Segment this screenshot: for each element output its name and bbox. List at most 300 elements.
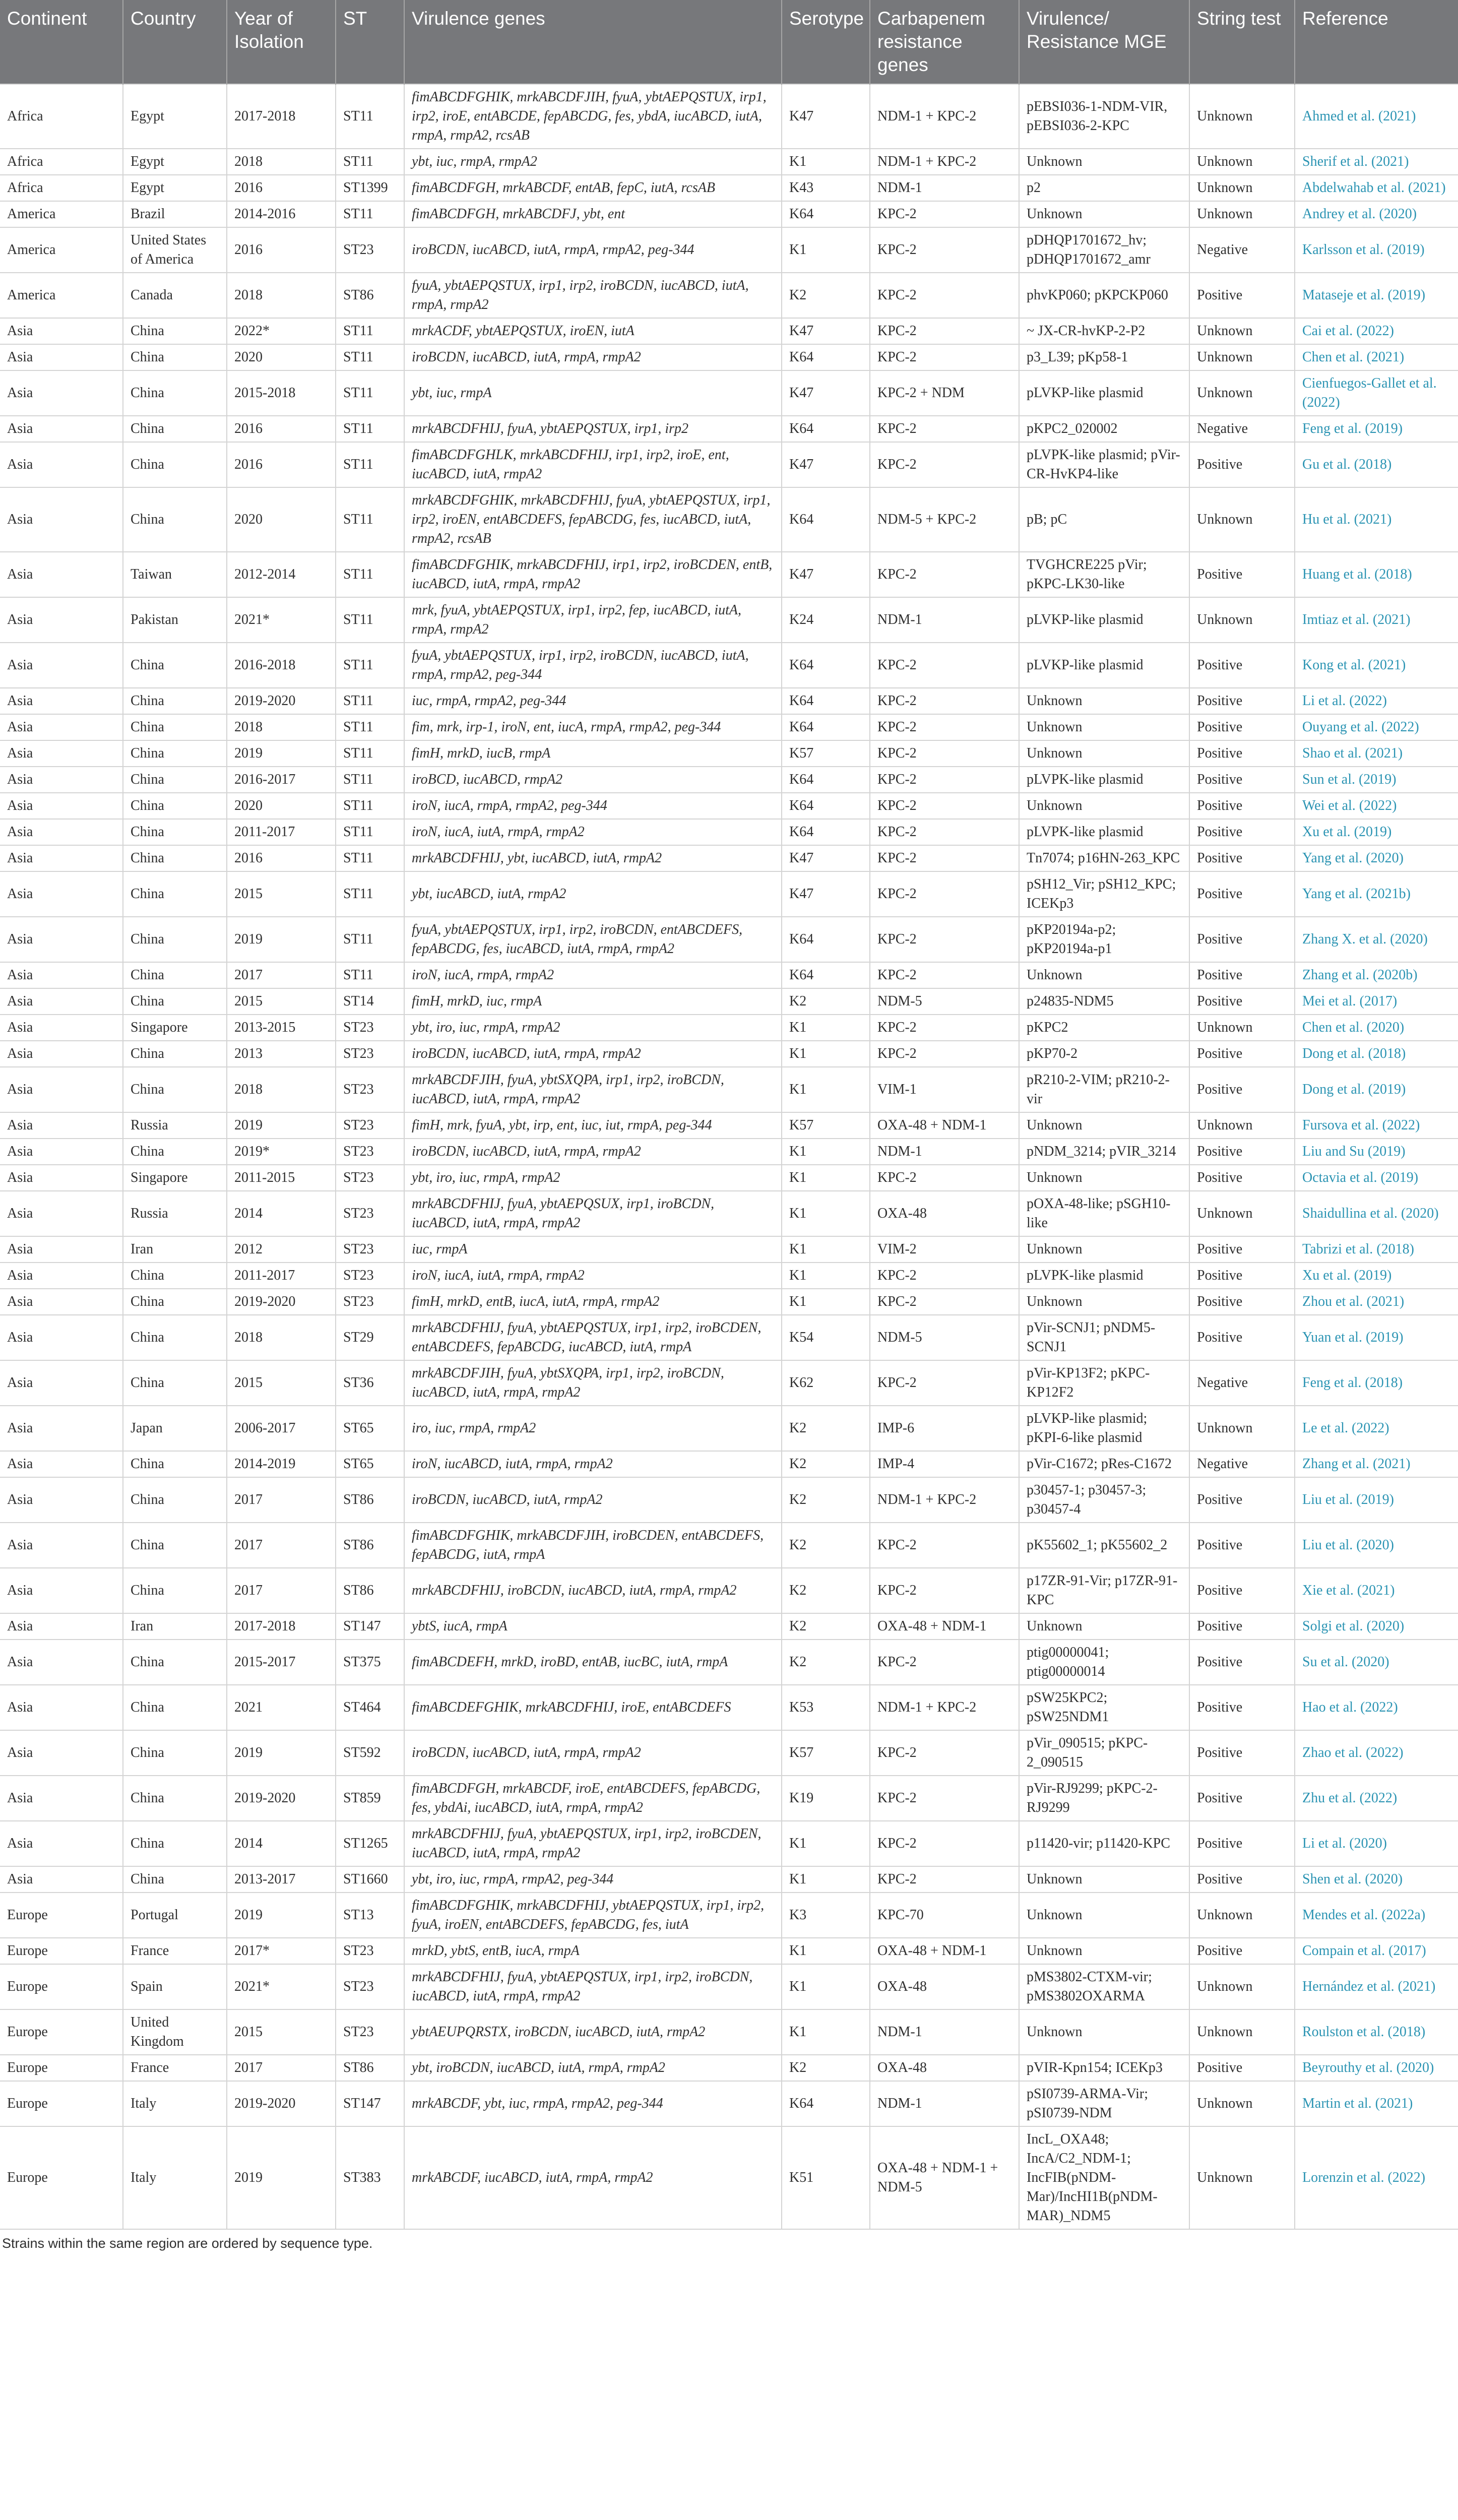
cell-year: 2014-2019: [227, 1451, 336, 1477]
cell-continent: Asia: [0, 1315, 123, 1360]
cell-virulence-genes: mrkABCDFHIJ, fyuA, ybtAEPQSUX, irp1, iroBCDN, iucABCD, iutA, rmpA, rmpA2: [404, 1191, 782, 1236]
cell-reference[interactable]: Liu and Su (2019): [1295, 1139, 1458, 1165]
cell-mge: pLVKP-like plasmid: [1019, 597, 1189, 643]
cell-year: 2017: [227, 1477, 336, 1523]
cell-continent: Asia: [0, 1067, 123, 1112]
cell-reference[interactable]: Mataseje et al. (2019): [1295, 273, 1458, 318]
cell-st: ST23: [336, 1938, 404, 1964]
cell-year: 2016: [227, 442, 336, 487]
cell-carbapenem-genes: KPC-2: [870, 1730, 1019, 1776]
cell-string-test: Unknown: [1189, 1893, 1295, 1938]
table-row: [0, 1640, 1458, 1685]
cell-virulence-genes: mrkD, ybtS, entB, iucA, rmpA: [404, 1938, 782, 1964]
cell-year: 2021*: [227, 597, 336, 643]
cell-reference[interactable]: Ouyang et al. (2022): [1295, 714, 1458, 740]
cell-serotype: K47: [782, 84, 870, 149]
cell-carbapenem-genes: NDM-1: [870, 2009, 1019, 2055]
cell-reference[interactable]: Yuan et al. (2019): [1295, 1315, 1458, 1360]
cell-reference[interactable]: Hao et al. (2022): [1295, 1685, 1458, 1730]
cell-year: 2017: [227, 1568, 336, 1613]
cell-serotype: K47: [782, 845, 870, 871]
cell-reference[interactable]: Andrey et al. (2020): [1295, 201, 1458, 227]
cell-reference[interactable]: Sun et al. (2019): [1295, 767, 1458, 793]
cell-reference[interactable]: Wei et al. (2022): [1295, 793, 1458, 819]
cell-serotype: K53: [782, 1685, 870, 1730]
cell-carbapenem-genes: KPC-2: [870, 871, 1019, 917]
cell-reference[interactable]: Zhao et al. (2022): [1295, 1730, 1458, 1776]
cell-string-test: Unknown: [1189, 1112, 1295, 1139]
cell-reference[interactable]: Xie et al. (2021): [1295, 1568, 1458, 1613]
table-row: [0, 845, 1458, 871]
cell-mge: pVIR-Kpn154; ICEKp3: [1019, 2055, 1189, 2081]
cell-st: ST23: [336, 1964, 404, 2009]
cell-continent: Asia: [0, 1730, 123, 1776]
table-row: [0, 149, 1458, 175]
cell-country: Singapore: [123, 1015, 227, 1041]
cell-virulence-genes: ybt, iro, iuc, rmpA, rmpA2, peg-344: [404, 1866, 782, 1893]
cell-year: 2018: [227, 1315, 336, 1360]
cell-mge: p24835-NDM5: [1019, 988, 1189, 1015]
cell-year: 2013-2017: [227, 1866, 336, 1893]
cell-carbapenem-genes: KPC-2: [870, 845, 1019, 871]
cell-carbapenem-genes: KPC-2: [870, 688, 1019, 714]
cell-string-test: Unknown: [1189, 1964, 1295, 2009]
cell-continent: America: [0, 273, 123, 318]
cell-virulence-genes: fimABCDFGHIK, mrkABCDFHIJ, irp1, irp2, iroBCDEN, entB, iucABCD, iutA, rmpA, rmpA2: [404, 552, 782, 597]
cell-st: ST11: [336, 845, 404, 871]
cell-year: 2020: [227, 344, 336, 370]
table-row: [0, 1866, 1458, 1893]
cell-serotype: K64: [782, 917, 870, 962]
cell-country: China: [123, 714, 227, 740]
cell-string-test: Positive: [1189, 962, 1295, 988]
cell-st: ST11: [336, 370, 404, 416]
cell-st: ST11: [336, 871, 404, 917]
cell-reference[interactable]: Lorenzin et al. (2022): [1295, 2126, 1458, 2229]
table-row: [0, 1360, 1458, 1406]
cell-country: China: [123, 1776, 227, 1821]
cell-continent: Asia: [0, 917, 123, 962]
cell-string-test: Positive: [1189, 767, 1295, 793]
cell-string-test: Positive: [1189, 845, 1295, 871]
cell-country: Taiwan: [123, 552, 227, 597]
cell-mge: Unknown: [1019, 1112, 1189, 1139]
header-serotype: Serotype: [782, 0, 870, 84]
cell-reference[interactable]: Su et al. (2020): [1295, 1640, 1458, 1685]
cell-mge: pMS3802-CTXM-vir; pMS3802OXARMA: [1019, 1964, 1189, 2009]
cell-reference[interactable]: Zhang et al. (2020b): [1295, 962, 1458, 988]
table-row: [0, 1613, 1458, 1640]
cell-country: China: [123, 740, 227, 767]
table-row: [0, 871, 1458, 917]
cell-serotype: K1: [782, 1866, 870, 1893]
cell-string-test: Negative: [1189, 1360, 1295, 1406]
cell-mge: pOXA-48-like; pSGH10-like: [1019, 1191, 1189, 1236]
cell-year: 2012-2014: [227, 552, 336, 597]
cell-mge: pDHQP1701672_hv; pDHQP1701672_amr: [1019, 227, 1189, 273]
table-row: [0, 1568, 1458, 1613]
cell-reference[interactable]: Fursova et al. (2022): [1295, 1112, 1458, 1139]
cell-reference[interactable]: Tabrizi et al. (2018): [1295, 1236, 1458, 1263]
table-row: [0, 344, 1458, 370]
cell-reference[interactable]: Cienfuegos-Gallet et al. (2022): [1295, 370, 1458, 416]
cell-continent: Asia: [0, 962, 123, 988]
cell-reference[interactable]: Shen et al. (2020): [1295, 1866, 1458, 1893]
cell-reference[interactable]: Yang et al. (2020): [1295, 845, 1458, 871]
cell-mge: pVir_090515; pKPC-2_090515: [1019, 1730, 1189, 1776]
cell-mge: Unknown: [1019, 962, 1189, 988]
cell-reference[interactable]: Compain et al. (2017): [1295, 1938, 1458, 1964]
table-row: [0, 1776, 1458, 1821]
cell-continent: Asia: [0, 819, 123, 845]
cell-carbapenem-genes: KPC-2 + NDM: [870, 370, 1019, 416]
cell-carbapenem-genes: KPC-2: [870, 1568, 1019, 1613]
cell-string-test: Positive: [1189, 1477, 1295, 1523]
cell-string-test: Unknown: [1189, 370, 1295, 416]
cell-string-test: Positive: [1189, 552, 1295, 597]
cell-reference[interactable]: Feng et al. (2018): [1295, 1360, 1458, 1406]
cell-reference[interactable]: Kong et al. (2021): [1295, 643, 1458, 688]
cell-continent: Asia: [0, 416, 123, 442]
cell-continent: Asia: [0, 793, 123, 819]
cell-country: France: [123, 2055, 227, 2081]
cell-string-test: Positive: [1189, 1568, 1295, 1613]
cell-serotype: K64: [782, 201, 870, 227]
table-row: [0, 793, 1458, 819]
cell-year: 2021: [227, 1685, 336, 1730]
cell-reference[interactable]: Zhu et al. (2022): [1295, 1776, 1458, 1821]
cell-country: Brazil: [123, 201, 227, 227]
cell-mge: pLVPK-like plasmid: [1019, 767, 1189, 793]
cell-continent: Asia: [0, 1685, 123, 1730]
cell-continent: Asia: [0, 1191, 123, 1236]
cell-reference[interactable]: Xu et al. (2019): [1295, 819, 1458, 845]
cell-serotype: K1: [782, 1015, 870, 1041]
table-row: [0, 1315, 1458, 1360]
cell-reference[interactable]: Cai et al. (2022): [1295, 318, 1458, 344]
cell-country: China: [123, 1685, 227, 1730]
cell-string-test: Unknown: [1189, 149, 1295, 175]
cell-carbapenem-genes: OXA-48: [870, 1191, 1019, 1236]
cell-country: China: [123, 487, 227, 552]
cell-reference[interactable]: Octavia et al. (2019): [1295, 1165, 1458, 1191]
cell-string-test: Unknown: [1189, 1406, 1295, 1451]
cell-year: 2019: [227, 740, 336, 767]
cell-carbapenem-genes: NDM-1: [870, 2081, 1019, 2126]
cell-year: 2011-2017: [227, 1263, 336, 1289]
cell-st: ST36: [336, 1360, 404, 1406]
cell-year: 2012: [227, 1236, 336, 1263]
cell-st: ST86: [336, 273, 404, 318]
cell-continent: Asia: [0, 1821, 123, 1866]
cell-continent: Europe: [0, 1964, 123, 2009]
cell-st: ST11: [336, 962, 404, 988]
cell-reference[interactable]: Li et al. (2022): [1295, 688, 1458, 714]
cell-reference[interactable]: Zhang et al. (2021): [1295, 1451, 1458, 1477]
cell-country: China: [123, 845, 227, 871]
cell-st: ST23: [336, 1041, 404, 1067]
cell-country: China: [123, 767, 227, 793]
cell-country: China: [123, 1821, 227, 1866]
cell-string-test: Positive: [1189, 988, 1295, 1015]
cell-reference[interactable]: Roulston et al. (2018): [1295, 2009, 1458, 2055]
cell-year: 2015-2017: [227, 1640, 336, 1685]
cell-st: ST65: [336, 1406, 404, 1451]
cell-mge: pB; pC: [1019, 487, 1189, 552]
cell-carbapenem-genes: OXA-48 + NDM-1: [870, 1613, 1019, 1640]
table-row: [0, 487, 1458, 552]
cell-carbapenem-genes: KPC-2: [870, 917, 1019, 962]
cell-country: China: [123, 442, 227, 487]
cell-st: ST1265: [336, 1821, 404, 1866]
cell-serotype: K57: [782, 740, 870, 767]
cell-mge: ptig00000041; ptig00000014: [1019, 1640, 1189, 1685]
cell-mge: p17ZR-91-Vir; p17ZR-91-KPC: [1019, 1568, 1189, 1613]
cell-string-test: Unknown: [1189, 201, 1295, 227]
cell-continent: Asia: [0, 597, 123, 643]
cell-virulence-genes: iro, iuc, rmpA, rmpA2: [404, 1406, 782, 1451]
cell-mge: Unknown: [1019, 1613, 1189, 1640]
cell-st: ST11: [336, 714, 404, 740]
cell-year: 2015: [227, 871, 336, 917]
cell-serotype: K1: [782, 1263, 870, 1289]
cell-virulence-genes: iroN, iucA, rmpA, rmpA2: [404, 962, 782, 988]
cell-year: 2011-2015: [227, 1165, 336, 1191]
cell-serotype: K1: [782, 1289, 870, 1315]
cell-country: China: [123, 1730, 227, 1776]
cell-virulence-genes: fimABCDFGH, mrkABCDFJ, ybt, ent: [404, 201, 782, 227]
cell-st: ST65: [336, 1451, 404, 1477]
cell-mge: Unknown: [1019, 1289, 1189, 1315]
cell-virulence-genes: mrkABCDFJIH, fyuA, ybtSXQPA, irp1, irp2, iroBCDN, iucABCD, iutA, rmpA, rmpA2: [404, 1067, 782, 1112]
cell-string-test: Unknown: [1189, 2126, 1295, 2229]
cell-reference[interactable]: Shao et al. (2021): [1295, 740, 1458, 767]
cell-st: ST464: [336, 1685, 404, 1730]
table-row: [0, 84, 1458, 149]
cell-string-test: Positive: [1189, 714, 1295, 740]
cell-mge: p2: [1019, 175, 1189, 201]
cell-virulence-genes: fimABCDFGHIK, mrkABCDFJIH, iroBCDEN, entABCDEFS, fepABCDG, iutA, rmpA: [404, 1523, 782, 1568]
cell-virulence-genes: fimH, mrkD, iuc, rmpA: [404, 988, 782, 1015]
cell-st: ST1660: [336, 1866, 404, 1893]
cell-year: 2016-2018: [227, 643, 336, 688]
cell-year: 2016: [227, 227, 336, 273]
cell-year: 2017: [227, 1523, 336, 1568]
table-row: [0, 917, 1458, 962]
cell-mge: Unknown: [1019, 1236, 1189, 1263]
cell-reference[interactable]: Solgi et al. (2020): [1295, 1613, 1458, 1640]
cell-st: ST11: [336, 487, 404, 552]
cell-serotype: K1: [782, 1041, 870, 1067]
cell-mge: Unknown: [1019, 740, 1189, 767]
cell-continent: America: [0, 227, 123, 273]
cell-string-test: Positive: [1189, 273, 1295, 318]
table-row: [0, 552, 1458, 597]
cell-st: ST23: [336, 1067, 404, 1112]
cell-serotype: K47: [782, 370, 870, 416]
cell-reference[interactable]: Le et al. (2022): [1295, 1406, 1458, 1451]
cell-st: ST23: [336, 1015, 404, 1041]
cell-reference[interactable]: Yang et al. (2021b): [1295, 871, 1458, 917]
cell-continent: Asia: [0, 1451, 123, 1477]
cell-mge: phvKP060; pKPCKP060: [1019, 273, 1189, 318]
cell-string-test: Positive: [1189, 1640, 1295, 1685]
cell-mge: pVir-C1672; pRes-C1672: [1019, 1451, 1189, 1477]
cell-serotype: K2: [782, 988, 870, 1015]
cell-serotype: K2: [782, 1568, 870, 1613]
cell-virulence-genes: fyuA, ybtAEPQSTUX, irp1, irp2, iroBCDN, iucABCD, iutA, rmpA, rmpA2: [404, 273, 782, 318]
table-row: [0, 175, 1458, 201]
cell-year: 2016: [227, 175, 336, 201]
cell-serotype: K24: [782, 597, 870, 643]
cell-reference[interactable]: Feng et al. (2019): [1295, 416, 1458, 442]
cell-virulence-genes: iuc, rmpA, rmpA2, peg-344: [404, 688, 782, 714]
cell-mge: Unknown: [1019, 1893, 1189, 1938]
cell-mge: pVir-RJ9299; pKPC-2-RJ9299: [1019, 1776, 1189, 1821]
table-row: [0, 1451, 1458, 1477]
cell-reference[interactable]: Xu et al. (2019): [1295, 1263, 1458, 1289]
cell-carbapenem-genes: KPC-2: [870, 273, 1019, 318]
cell-reference[interactable]: Chen et al. (2020): [1295, 1015, 1458, 1041]
table-row: [0, 597, 1458, 643]
cell-serotype: K64: [782, 793, 870, 819]
cell-virulence-genes: iroBCDN, iucABCD, iutA, rmpA, rmpA2, peg-344: [404, 227, 782, 273]
cell-year: 2018: [227, 149, 336, 175]
header-continent: Continent: [0, 0, 123, 84]
cell-continent: Asia: [0, 318, 123, 344]
cell-carbapenem-genes: NDM-1: [870, 597, 1019, 643]
cell-mge: pKP20194a-p2; pKP20194a-p1: [1019, 917, 1189, 962]
table-row: [0, 1523, 1458, 1568]
cell-reference[interactable]: Shaidullina et al. (2020): [1295, 1191, 1458, 1236]
cell-reference[interactable]: Dong et al. (2019): [1295, 1067, 1458, 1112]
table-row: [0, 1406, 1458, 1451]
cell-mge: IncL_OXA48; IncA/C2_NDM-1; IncFIB(pNDM-Mar)/IncHI1B(pNDM-MAR)_NDM5: [1019, 2126, 1189, 2229]
cell-mge: pVir-KP13F2; pKPC-KP12F2: [1019, 1360, 1189, 1406]
cell-carbapenem-genes: NDM-1 + KPC-2: [870, 1477, 1019, 1523]
cell-string-test: Positive: [1189, 1685, 1295, 1730]
cell-virulence-genes: iroN, iucA, rmpA, rmpA2, peg-344: [404, 793, 782, 819]
cell-reference[interactable]: Karlsson et al. (2019): [1295, 227, 1458, 273]
cell-continent: Africa: [0, 84, 123, 149]
cell-virulence-genes: mrkABCDF, iucABCD, iutA, rmpA, rmpA2: [404, 2126, 782, 2229]
cell-st: ST11: [336, 201, 404, 227]
cell-year: 2011-2017: [227, 819, 336, 845]
cell-reference[interactable]: Liu et al. (2020): [1295, 1523, 1458, 1568]
cell-continent: Europe: [0, 2055, 123, 2081]
cell-serotype: K47: [782, 318, 870, 344]
cell-virulence-genes: fimH, mrkD, iucB, rmpA: [404, 740, 782, 767]
cell-reference[interactable]: Hernández et al. (2021): [1295, 1964, 1458, 2009]
cell-reference[interactable]: Li et al. (2020): [1295, 1821, 1458, 1866]
cell-virulence-genes: fyuA, ybtAEPQSTUX, irp1, irp2, iroBCDN, iucABCD, iutA, rmpA, rmpA2, peg-344: [404, 643, 782, 688]
cell-year: 2014: [227, 1191, 336, 1236]
cell-mge: pLVKP-like plasmid: [1019, 370, 1189, 416]
cell-st: ST11: [336, 344, 404, 370]
cell-reference[interactable]: Chen et al. (2021): [1295, 344, 1458, 370]
cell-st: ST23: [336, 1191, 404, 1236]
cell-reference[interactable]: Gu et al. (2018): [1295, 442, 1458, 487]
cell-reference[interactable]: Sherif et al. (2021): [1295, 149, 1458, 175]
cell-st: ST11: [336, 819, 404, 845]
cell-string-test: Positive: [1189, 2055, 1295, 2081]
cell-continent: Asia: [0, 1640, 123, 1685]
cell-reference[interactable]: Abdelwahab et al. (2021): [1295, 175, 1458, 201]
cell-reference[interactable]: Martin et al. (2021): [1295, 2081, 1458, 2126]
cell-year: 2022*: [227, 318, 336, 344]
cell-st: ST13: [336, 1893, 404, 1938]
cell-year: 2019*: [227, 1139, 336, 1165]
cell-carbapenem-genes: KPC-2: [870, 201, 1019, 227]
cell-serotype: K3: [782, 1893, 870, 1938]
table-body: [0, 84, 1458, 2229]
cell-country: Egypt: [123, 175, 227, 201]
cell-serotype: K64: [782, 487, 870, 552]
cell-mge: pVir-SCNJ1; pNDM5-SCNJ1: [1019, 1315, 1189, 1360]
cell-st: ST11: [336, 597, 404, 643]
cell-carbapenem-genes: NDM-5 + KPC-2: [870, 487, 1019, 552]
cell-year: 2018: [227, 1067, 336, 1112]
cell-mge: pR210-2-VIM; pR210-2-vir: [1019, 1067, 1189, 1112]
cell-continent: Asia: [0, 1523, 123, 1568]
cell-country: China: [123, 988, 227, 1015]
table-row: [0, 1964, 1458, 2009]
cell-st: ST23: [336, 1112, 404, 1139]
cell-reference[interactable]: Liu et al. (2019): [1295, 1477, 1458, 1523]
cell-reference[interactable]: Zhang X. et al. (2020): [1295, 917, 1458, 962]
cell-reference[interactable]: Mei et al. (2017): [1295, 988, 1458, 1015]
cell-st: ST86: [336, 1523, 404, 1568]
cell-carbapenem-genes: OXA-48 + NDM-1: [870, 1112, 1019, 1139]
cell-mge: p30457-1; p30457-3; p30457-4: [1019, 1477, 1189, 1523]
cell-continent: Europe: [0, 2081, 123, 2126]
cell-virulence-genes: fimABCDEFGHIK, mrkABCDFHIJ, iroE, entABCDEFS: [404, 1685, 782, 1730]
cell-serotype: K57: [782, 1112, 870, 1139]
cell-st: ST86: [336, 1568, 404, 1613]
cell-st: ST11: [336, 84, 404, 149]
cell-virulence-genes: ybtS, iucA, rmpA: [404, 1613, 782, 1640]
cell-string-test: Negative: [1189, 227, 1295, 273]
cell-reference[interactable]: Mendes et al. (2022a): [1295, 1893, 1458, 1938]
cell-st: ST86: [336, 1477, 404, 1523]
cell-reference[interactable]: Dong et al. (2018): [1295, 1041, 1458, 1067]
cell-reference[interactable]: Ahmed et al. (2021): [1295, 84, 1458, 149]
cell-carbapenem-genes: NDM-5: [870, 1315, 1019, 1360]
cell-serotype: K47: [782, 442, 870, 487]
cell-reference[interactable]: Beyrouthy et al. (2020): [1295, 2055, 1458, 2081]
cell-year: 2017-2018: [227, 1613, 336, 1640]
cell-serotype: K47: [782, 871, 870, 917]
cell-serotype: K64: [782, 344, 870, 370]
cell-reference[interactable]: Imtiaz et al. (2021): [1295, 597, 1458, 643]
cell-country: China: [123, 1640, 227, 1685]
cell-string-test: Unknown: [1189, 344, 1295, 370]
cell-virulence-genes: fimABCDFGHLK, mrkABCDFHIJ, irp1, irp2, iroE, ent, iucABCD, iutA, rmpA2: [404, 442, 782, 487]
cell-country: China: [123, 1315, 227, 1360]
cell-st: ST11: [336, 643, 404, 688]
cell-mge: pLVPK-like plasmid: [1019, 1263, 1189, 1289]
cell-reference[interactable]: Hu et al. (2021): [1295, 487, 1458, 552]
cell-reference[interactable]: Huang et al. (2018): [1295, 552, 1458, 597]
cell-serotype: K2: [782, 1451, 870, 1477]
table-row: [0, 962, 1458, 988]
cell-country: China: [123, 318, 227, 344]
cell-year: 2019: [227, 1893, 336, 1938]
cell-year: 2017: [227, 2055, 336, 2081]
cell-year: 2016-2017: [227, 767, 336, 793]
cell-reference[interactable]: Zhou et al. (2021): [1295, 1289, 1458, 1315]
cell-string-test: Positive: [1189, 793, 1295, 819]
